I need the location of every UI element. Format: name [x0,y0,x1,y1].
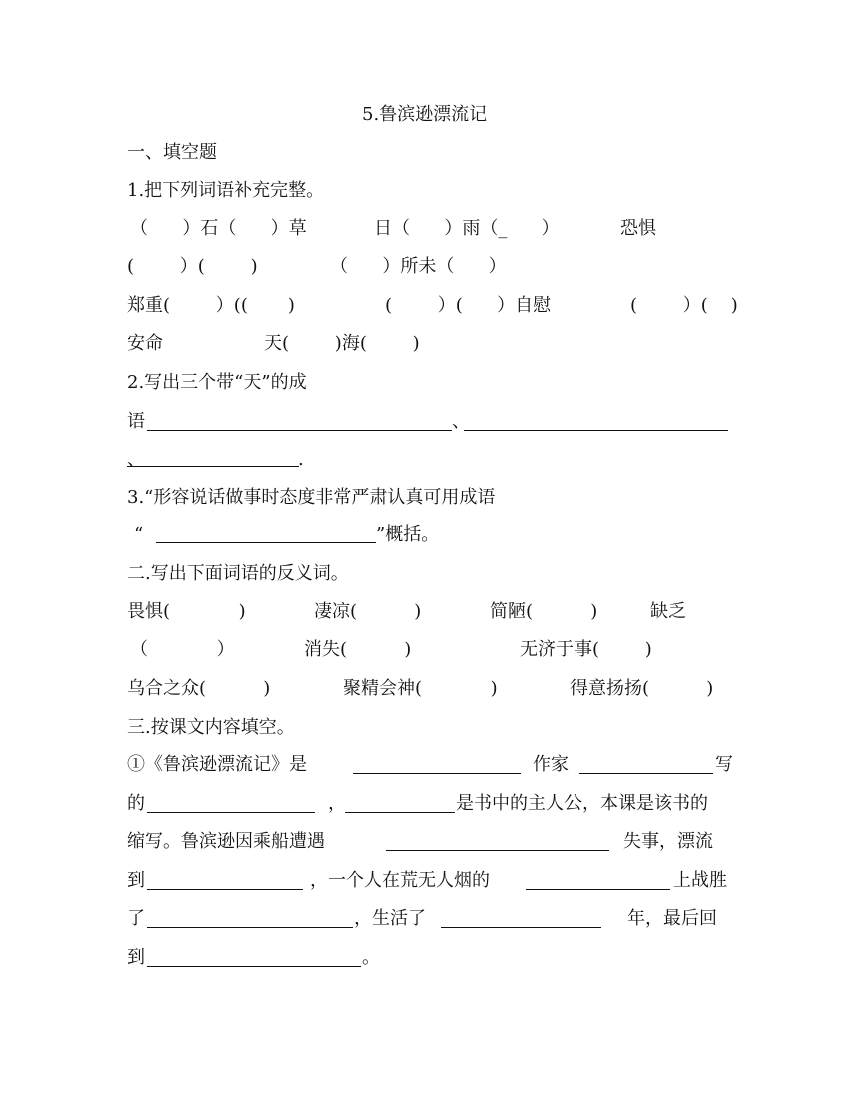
q1-prompt: 1.把下列词语补充完整。 [127,180,325,201]
text-segment: ①《鲁滨逊漂流记》是 [127,754,307,775]
text-segment: 了 [127,908,145,929]
answer-blank[interactable] [345,812,455,813]
q2-sep: 、 [127,449,145,470]
page-title: 5.鲁滨逊漂流记 [362,104,488,125]
text-segment: 。 [362,947,380,968]
text-segment: 是书中的主人公，本课是该书的 [456,793,708,814]
answer-blank[interactable] [127,466,299,467]
antonym-item: 聚精会神( ) [343,678,498,699]
q1-item: （ ）石（ ）草 [130,218,307,239]
q1-item: （ ）所未（ ） [330,256,507,277]
text-segment: 作家 [533,754,569,775]
q1-item: 天( )海( ) [264,333,420,354]
text-segment: 失事，漂流 [623,831,713,852]
q1-item: ( ）( ) [630,295,738,316]
answer-blank[interactable] [579,773,713,774]
antonym-item: 简陋( ) [490,601,598,622]
antonym-item: 消失( ) [304,639,412,660]
antonym-item: 乌合之众( ) [127,678,271,699]
q1-item: ( ）( ) [127,256,258,277]
text-segment: 到 [127,870,145,891]
q2-end: . [298,449,304,470]
q1-item: 郑重( ）(( ) [127,295,295,316]
text-segment: 的 [127,793,145,814]
antonym-item: 畏惧( ) [127,601,246,622]
antonym-item: 缺乏 [650,601,686,622]
antonym-item: 得意扬扬( ) [570,678,714,699]
answer-blank[interactable] [353,773,521,774]
q3-prompt: 3.“形容说话做事时态度非常严肃认真可用成语 [127,487,496,508]
text-segment: ，一个人在荒无人烟的 [310,870,490,891]
text-segment: ，生活了 [354,908,426,929]
answer-blank[interactable] [147,966,361,967]
text-segment: 上战胜 [673,870,727,891]
text-segment: 写 [715,754,733,775]
section3-heading: 三.按课文内容填空。 [127,717,295,738]
answer-blank[interactable] [386,850,609,851]
answer-blank[interactable] [147,812,315,813]
q1-item: 恐惧 [620,218,656,239]
q3-open: “ [134,524,144,545]
q1-item: 安命 [127,333,163,354]
text-segment: 到 [127,947,145,968]
text-segment: ， [328,793,346,814]
answer-blank[interactable] [526,889,670,890]
q1-item: 日（ ）雨（_ ） [374,218,560,239]
answer-blank[interactable] [147,889,303,890]
antonym-item: 凄凉( ) [314,601,422,622]
answer-blank[interactable] [441,927,601,928]
q3-close: ”概括。 [376,524,440,545]
antonym-item: （ ） [130,639,235,660]
section2-heading: 二.写出下面词语的反义词。 [127,563,349,584]
answer-blank[interactable] [156,542,376,543]
q2-cont: 语 [127,411,145,432]
antonym-item: 无济于事( ) [520,639,652,660]
section1-heading: 一、填空题 [127,142,217,163]
q1-item: ( ）( ）自慰 [385,295,552,316]
q2-prompt: 2.写出三个带“天”的成 [127,372,307,393]
q2-sep: 、 [452,411,470,432]
text-segment: 年，最后回 [627,908,717,929]
text-segment: 缩写。鲁滨逊因乘船遭遇 [127,831,325,852]
answer-blank[interactable] [147,430,452,431]
answer-blank[interactable] [147,927,353,928]
answer-blank[interactable] [464,430,728,431]
